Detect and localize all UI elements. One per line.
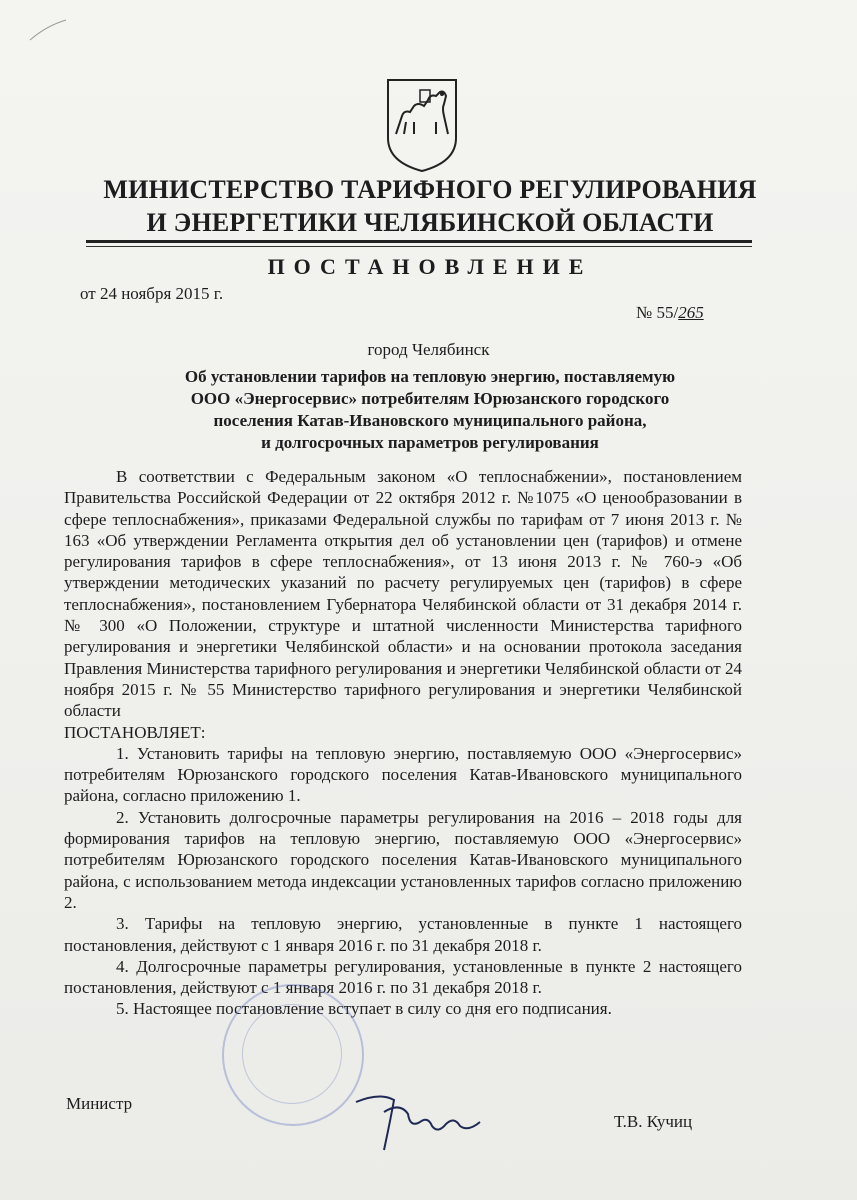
header-divider <box>86 240 752 243</box>
subject-line: и долгосрочных параметров регулирования <box>261 433 599 452</box>
resolution-item: 2. Установить долгосрочные параметры регулирования на 2016 – 2018 годы для формирования тарифов на тепловую энергию, поставляемую ООО «Энергосервис» потребителям Юрюзанского городского поселения Катав-Ивановского муниципального района, с использованием метода индексации установленных тарифов согласно приложению 2. <box>64 807 742 912</box>
document-number-prefix: № 55/ <box>636 303 679 322</box>
signatory-name: Т.В. Кучиц <box>614 1112 693 1131</box>
document-date: от 24 ноября 2015 г. <box>80 284 224 303</box>
resolution-item: 3. Тарифы на тепловую энергию, установленные в пункте 1 настоящего постановления, действуют с 1 января 2016 г. по 31 декабря 2018 г. <box>64 914 742 955</box>
official-stamp-inner <box>242 1004 342 1104</box>
resolution-item: 1. Установить тарифы на тепловую энергию, поставляемую ООО «Энергосервис» потребителям Юрюзанского городского поселения Катав-Ивановского муниципального района, согласно приложению 1. <box>64 743 742 806</box>
chelyabinsk-coat-of-arms-icon <box>384 76 460 174</box>
header-divider-thin <box>86 246 752 247</box>
resolution-item: 5. Настоящее постановление вступает в силу со дня его подписания. <box>116 999 612 1019</box>
signatory-position: Министр <box>66 1094 133 1113</box>
document-number <box>636 303 704 323</box>
subject-line: поселения Катав-Ивановского муниципального района, <box>213 411 647 430</box>
subject-line: ООО «Энергосервис» потребителям Юрюзанского городского <box>190 389 670 408</box>
document-body <box>64 466 742 1020</box>
document-subject <box>110 366 750 454</box>
resolves-heading: ПОСТАНОВЛЯЕТ: <box>64 722 206 742</box>
scan-mark <box>28 18 68 42</box>
document-city: город Челябинск <box>367 340 490 359</box>
handwritten-signature <box>350 1072 490 1162</box>
document-type-title: ПОСТАНОВЛЕНИЕ <box>267 254 593 279</box>
resolution-item: 4. Долгосрочные параметры регулирования, установленные в пункте 2 настоящего постановления, действуют с 1 января 2016 г. по 31 декабря 2018 г. <box>64 956 742 998</box>
preamble-paragraph: В соответствии с Федеральным законом «О теплоснабжении», постановлением Правительства Российской Федерации от 22 октября 2012 г. №1075 «О ценообразовании в сфере теплоснабжения», приказами Федеральной службы по тарифам от 7 июня 2013 г. № 163 «Об утверждении Регламента открытия дел об установлении цен (тарифов) и отмене регулирования тарифов в сфере теплоснабжения», от 13 июня 2013 г. № 760-э «Об утверждении методических указаний по расчету регулируемых цен (тарифов) в сфере теплоснабжения», постановлением Губернатора Челябинской области от 31 декабря 2014 г. № 300 «О Положении, структуре и штатной численности Министерства тарифного регулирования и энергетики Челябинской области» и на основании протокола заседания Правления Министерства тарифного регулирования и энергетики Челябинской области от 24 ноября 2015 г. № 55 Министерство тарифного регулирования и энергетики Челябинской области <box>64 467 742 721</box>
document-number-handwritten: 265 <box>678 303 704 322</box>
official-stamp <box>222 984 364 1126</box>
subject-line: Об установлении тарифов на тепловую энергию, поставляемую <box>184 367 676 386</box>
ministry-title-line-1: МИНИСТЕРСТВО ТАРИФНОГО РЕГУЛИРОВАНИЯ <box>103 175 757 204</box>
ministry-title-line-2: И ЭНЕРГЕТИКИ ЧЕЛЯБИНСКОЙ ОБЛАСТИ <box>146 208 714 237</box>
